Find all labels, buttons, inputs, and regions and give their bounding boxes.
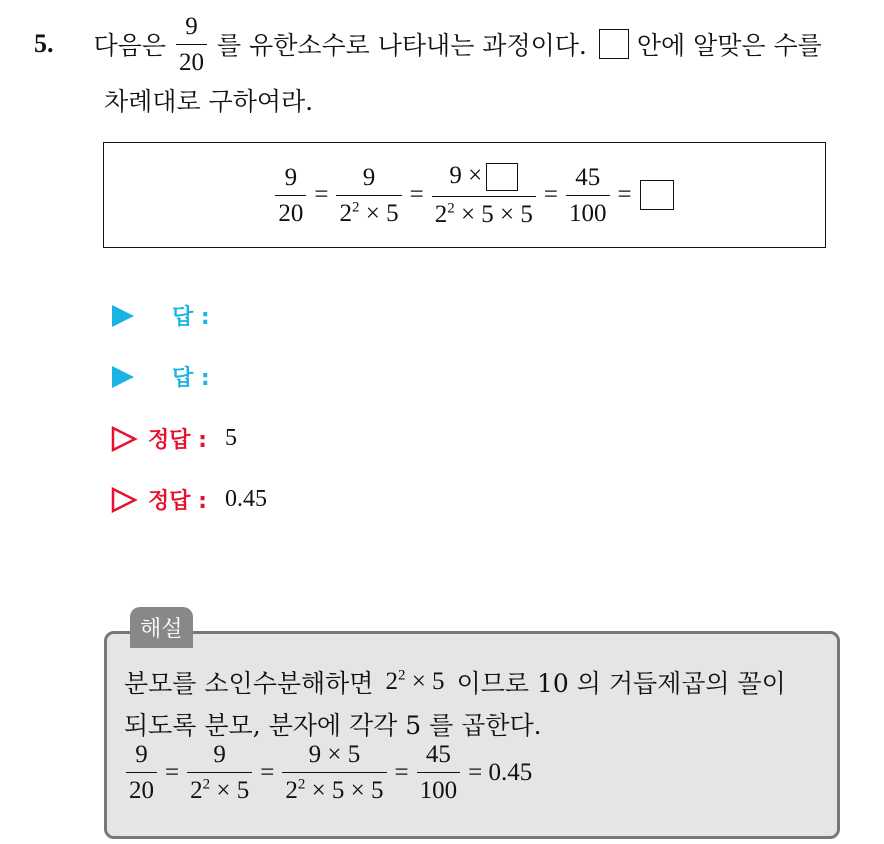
question-suffix2: 안에 알맞은 수를: [636, 31, 822, 60]
exponent: 2: [397, 667, 406, 684]
denominator: 20: [275, 195, 306, 226]
correct-value: 5: [224, 425, 237, 451]
rest: × 5: [216, 777, 250, 804]
rest: × 5 × 5: [460, 201, 533, 229]
blank-box-icon: [486, 163, 518, 191]
numerator: [446, 163, 521, 196]
equals-sign: =: [617, 181, 632, 208]
equals-sign: =: [394, 758, 409, 786]
denominator: [336, 195, 401, 226]
equals-sign: =: [543, 181, 559, 208]
base: 2: [339, 199, 352, 227]
rest: × 5: [411, 668, 445, 695]
process-fraction-3: [432, 163, 536, 227]
equals-sign: =: [260, 758, 275, 786]
correct-label: 정답 :: [148, 489, 207, 514]
rest: × 5 × 5: [311, 777, 384, 804]
numerator: 9 × 5: [308, 741, 361, 768]
denominator: [187, 772, 252, 803]
numerator: 9: [284, 163, 298, 191]
numerator: 9: [213, 741, 226, 768]
exponent: 2: [202, 776, 211, 793]
base: 2: [385, 668, 398, 695]
answer-label: 답 :: [172, 366, 210, 391]
blank-box-icon: [640, 180, 674, 210]
equals-sign: =: [314, 181, 329, 208]
correct-answer-row-2: [110, 484, 267, 515]
exponent: 2: [297, 776, 306, 793]
solution-line-1: [124, 664, 786, 700]
base: 2: [190, 777, 203, 804]
fraction-numerator: 9: [185, 12, 198, 40]
correct-value: 0.45: [224, 486, 267, 512]
process-fraction-2: [336, 165, 401, 226]
exponent: 2: [351, 199, 360, 216]
equals-sign: =: [409, 181, 424, 208]
equals-sign: =: [165, 758, 180, 786]
exponent: 2: [447, 200, 455, 217]
answer-row-1: [110, 300, 210, 331]
numerator: 9: [362, 163, 376, 191]
solution-fraction-1: [126, 742, 157, 803]
solution-fraction-4: [417, 742, 461, 803]
solution-expression: [385, 668, 444, 696]
denominator: 100: [566, 195, 610, 226]
question-line-2: 차례대로 구하여라.: [104, 87, 314, 116]
fraction-denominator: 20: [176, 44, 207, 75]
question-line-1: [34, 12, 822, 76]
numerator: 45: [575, 163, 601, 191]
base: 2: [434, 201, 448, 229]
numerator-text: 9 ×: [449, 161, 483, 189]
solution-fraction-3: [282, 742, 386, 803]
solution-fraction-2: [187, 742, 252, 803]
base: 2: [285, 777, 298, 804]
numerator: 9: [135, 741, 148, 768]
correct-answer-row-1: [110, 423, 237, 454]
solution-text: 이므로 10 의 거듭제곱의 꼴이: [456, 669, 786, 698]
answer-row-2: [110, 361, 210, 392]
denominator: 100: [417, 772, 461, 803]
outline-triangle-icon: [110, 425, 138, 453]
denominator: 20: [126, 772, 157, 803]
solution-result: = 0.45: [468, 758, 533, 786]
rest: × 5: [365, 199, 399, 227]
question-suffix: 를 유한소수로 나타내는 과정이다.: [216, 31, 587, 60]
numerator: 45: [425, 741, 451, 768]
play-triangle-icon: [110, 364, 136, 390]
correct-label: 정답 :: [148, 428, 207, 453]
denominator: [282, 772, 386, 803]
answer-label: 답 :: [172, 305, 210, 330]
process-fraction-4: [566, 165, 610, 226]
question-fraction: [176, 14, 207, 75]
process-box: [103, 142, 826, 248]
solution-text: 분모를 소인수분해하면: [124, 669, 374, 698]
question-prefix: 다음은: [93, 31, 166, 60]
solution-tag: 해설: [130, 607, 193, 648]
question-number: 5.: [34, 29, 54, 58]
outline-triangle-icon: [110, 486, 138, 514]
denominator: [432, 196, 536, 227]
blank-box-icon: [599, 29, 629, 59]
solution-line-2: 되도록 분모, 분자에 각각 5 를 곱한다.: [124, 711, 542, 740]
solution-equation: [126, 742, 532, 803]
process-fraction-1: [275, 165, 306, 226]
play-triangle-icon: [110, 303, 136, 329]
